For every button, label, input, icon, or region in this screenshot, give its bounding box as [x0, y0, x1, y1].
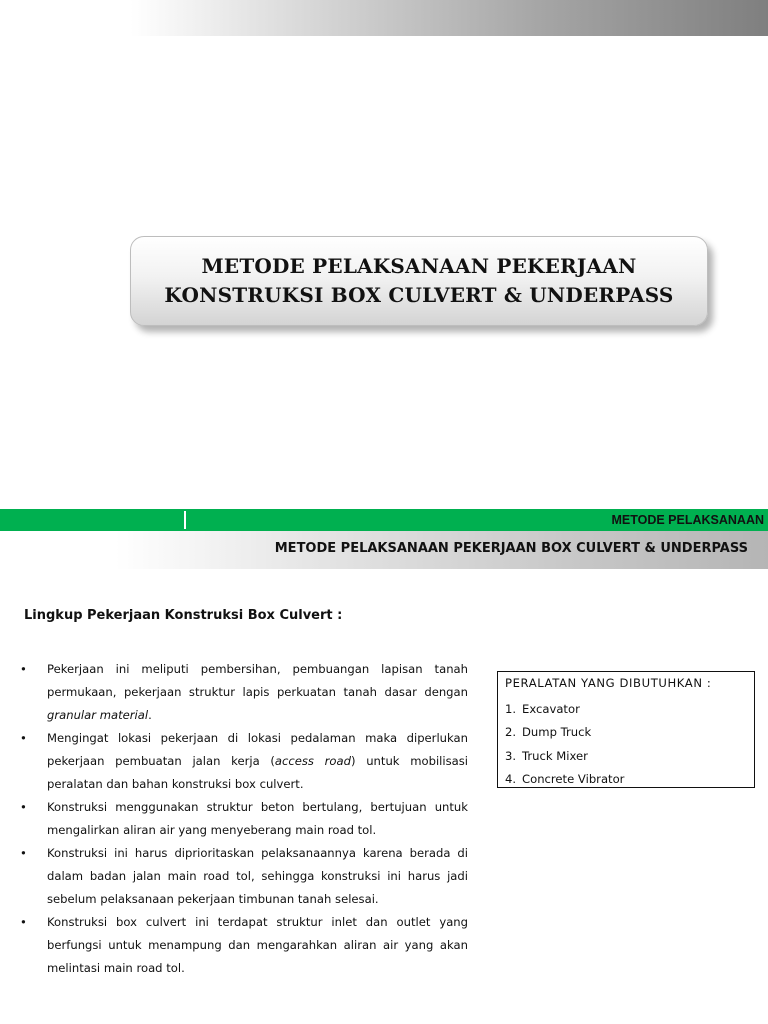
- equipment-name: Dump Truck: [522, 725, 592, 740]
- bullet-text: Konstruksi ini harus diprioritaskan pelaksanaannya karena berada di dalam badan jalan main road tol, sehingga konstruksi ini harus jadi sebelum pelaksanaan pekerjaan timbunan tanah selesai.: [47, 846, 468, 906]
- top-gradient-bar: [0, 0, 768, 36]
- section-title: METODE PELAKSANAAN PEKERJAAN BOX CULVERT & UNDERPASS: [274, 541, 748, 556]
- bullet-italic-term: granular material: [47, 708, 149, 722]
- equipment-name: Concrete Vibrator: [522, 771, 625, 786]
- equipment-number: 3.: [505, 748, 517, 763]
- equipment-box: [497, 671, 755, 788]
- bullet-text-end: ) untuk mobilisasi peralatan dan bahan konstruksi box culvert.: [47, 754, 469, 791]
- equipment-list: [505, 698, 624, 791]
- bullet-text: Pekerjaan ini meliputi pembersihan, pembuangan lapisan tanah permukaan, pekerjaan struktur lapis perkuatan tanah dasar dengan: [47, 662, 468, 699]
- equipment-item: [505, 768, 624, 791]
- title-line-1: METODE PELAKSANAAN PEKERJAAN: [201, 254, 637, 278]
- band-label: METODE PELAKSANAAN: [611, 513, 764, 527]
- bullet-text-end: .: [148, 708, 152, 722]
- title-line-2: KONSTRUKSI BOX CULVERT & UNDERPASS: [164, 283, 674, 307]
- bullet-symbol: •: [20, 662, 27, 676]
- bullet-item: [20, 911, 468, 980]
- equipment-number: 4.: [505, 771, 517, 786]
- title-box: [130, 236, 708, 326]
- bullet-item: [20, 727, 468, 796]
- bullet-symbol: •: [20, 846, 27, 860]
- bullet-item: [20, 842, 468, 911]
- equipment-item: [505, 698, 624, 721]
- scope-bullet-list: [20, 658, 468, 980]
- equipment-number: 1.: [505, 702, 517, 716]
- bullet-item: [20, 796, 468, 842]
- equipment-name: Excavator: [522, 702, 580, 716]
- equipment-item: [505, 721, 624, 744]
- bullet-text: Konstruksi box culvert ini terdapat struktur inlet dan outlet yang berfungsi untuk menampung dan mengarahkan aliran air yang akan melintasi main road tol.: [47, 915, 468, 975]
- equipment-number: 2.: [505, 725, 517, 740]
- equipment-title: PERALATAN YANG DIBUTUHKAN :: [505, 676, 712, 690]
- band-divider: [184, 511, 186, 529]
- bullet-symbol: •: [20, 800, 27, 814]
- bullet-text: Mengingat lokasi pekerjaan di lokasi pedalaman maka diperlukan pekerjaan pembuatan jalan kerja (: [47, 731, 468, 768]
- bullet-italic-term: access road: [274, 754, 351, 768]
- bullet-symbol: •: [20, 731, 27, 745]
- equipment-item: [505, 745, 624, 768]
- bullet-text: Konstruksi menggunakan struktur beton bertulang, bertujuan untuk mengalirkan aliran air yang menyeberang main road tol.: [47, 800, 468, 837]
- equipment-name: Truck Mixer: [522, 748, 588, 763]
- bullet-item: [20, 658, 468, 727]
- bullet-symbol: •: [20, 915, 27, 929]
- scope-heading: Lingkup Pekerjaan Konstruksi Box Culvert :: [24, 608, 343, 623]
